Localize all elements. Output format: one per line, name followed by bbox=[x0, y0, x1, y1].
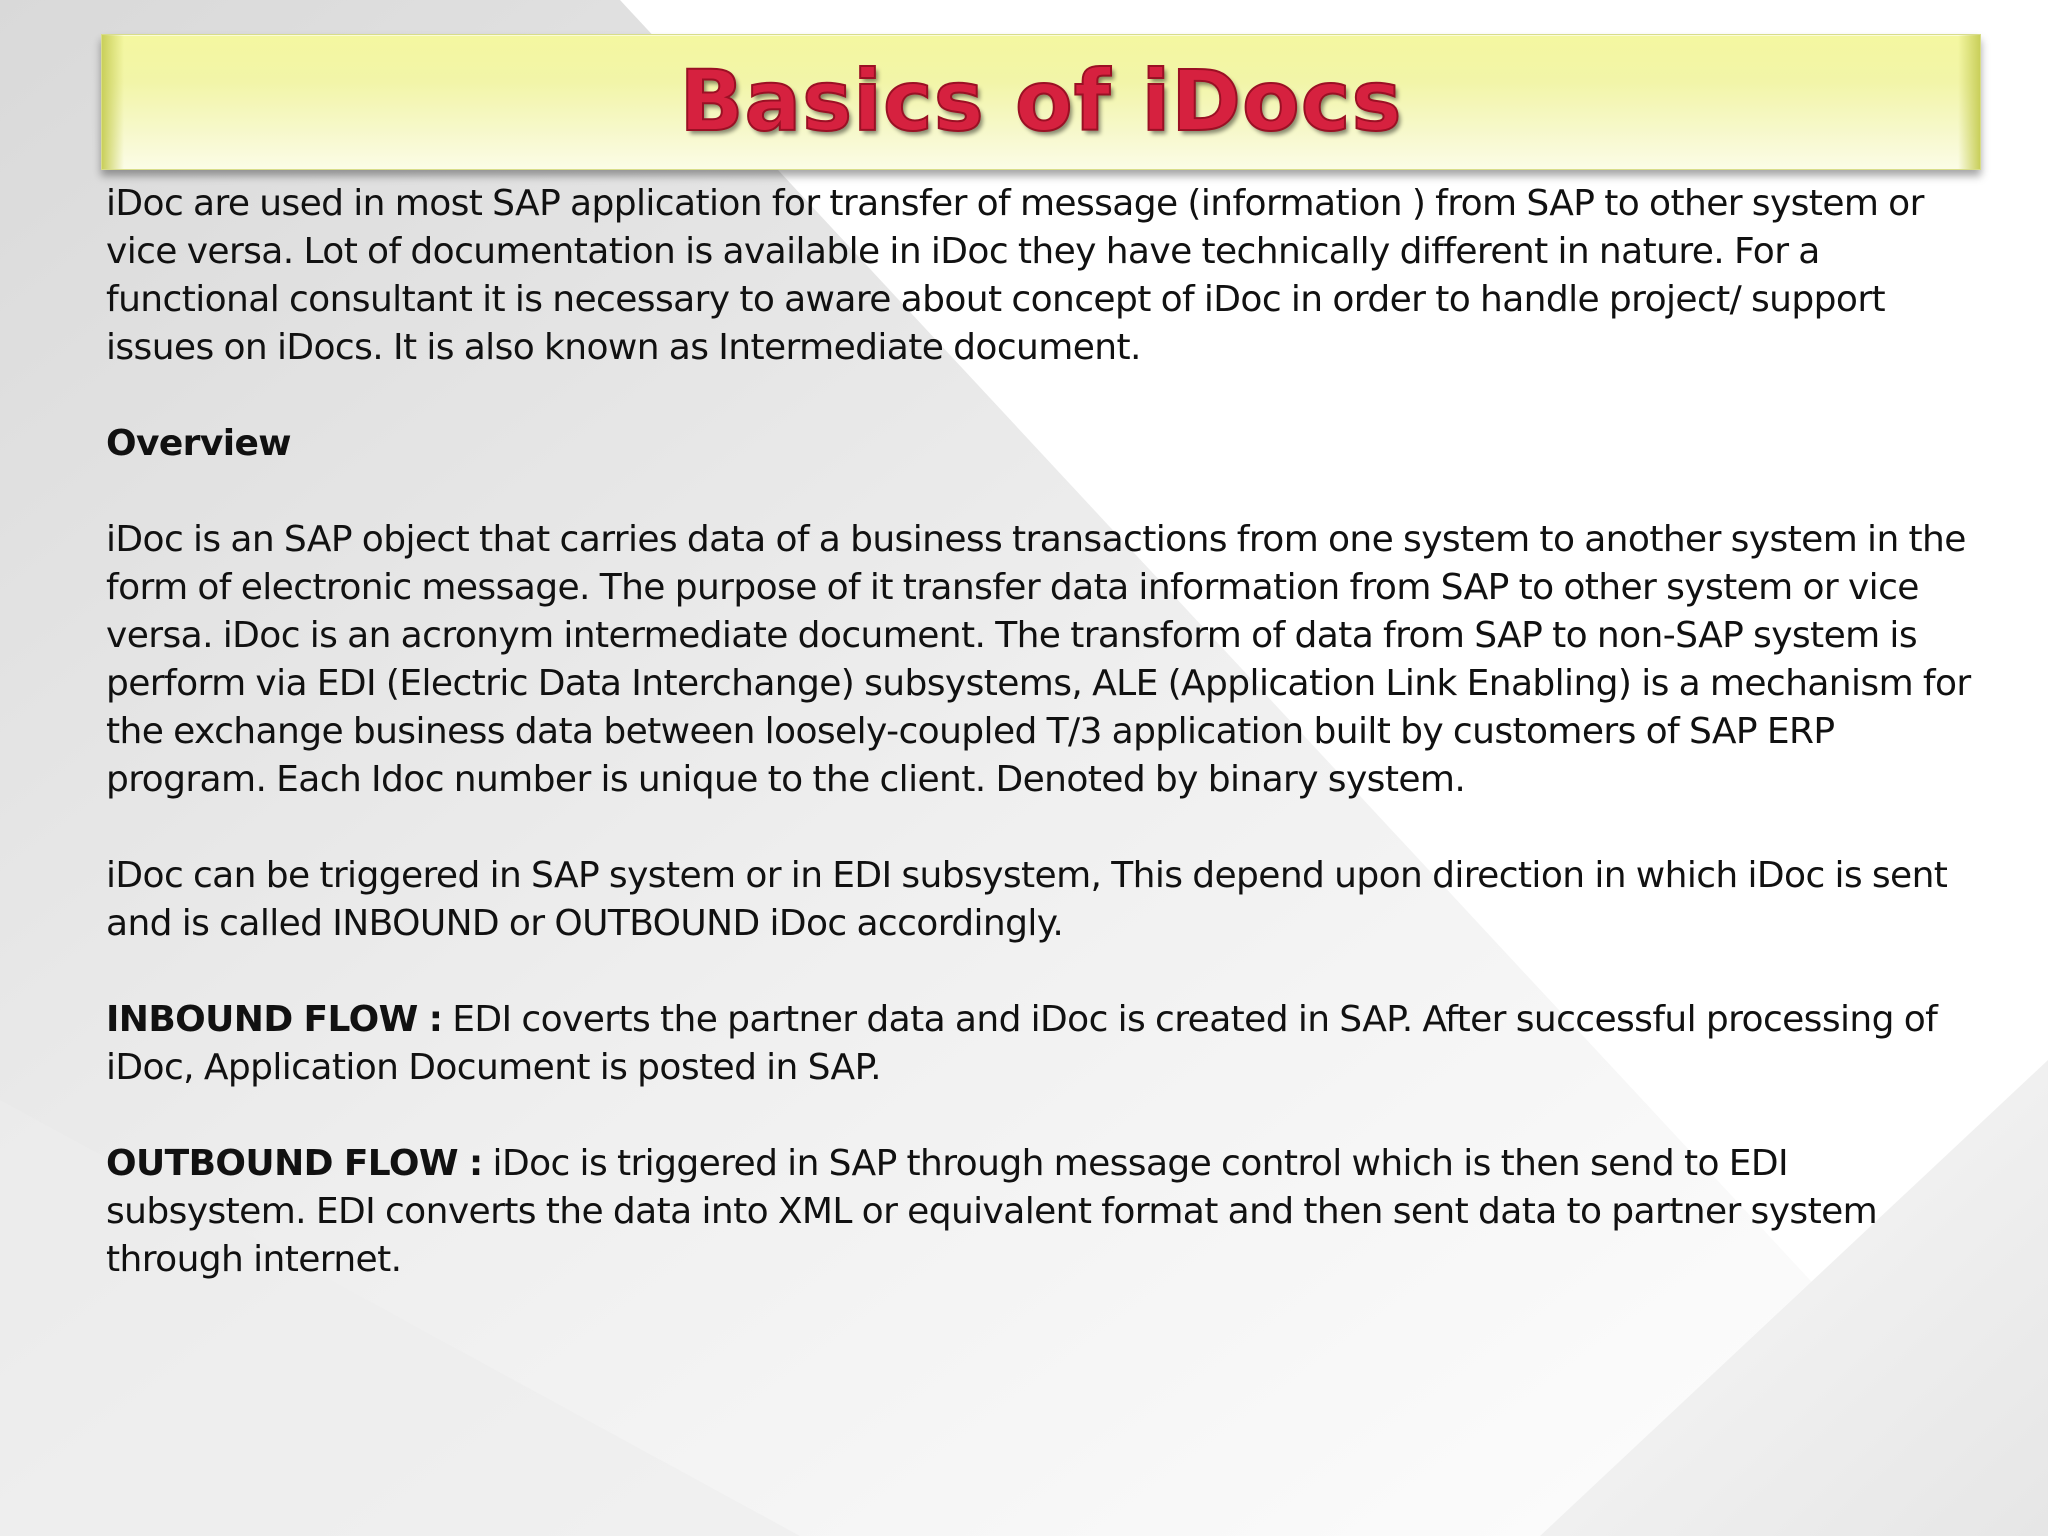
inbound-flow-text: EDI coverts the partner data and iDoc is created in SAP. After successful processing of iDoc, Application Document is posted in SAP. bbox=[106, 999, 1938, 1088]
title-banner bbox=[101, 34, 1981, 170]
trigger-paragraph: iDoc can be triggered in SAP system or in EDI subsystem, This depend upon direction in which iDoc is sent and is called INBOUND or OUTBOUND iDoc accordingly. bbox=[106, 855, 1948, 944]
outbound-flow-paragraph bbox=[106, 1140, 1986, 1284]
slide-content bbox=[106, 180, 1986, 1284]
spacer bbox=[106, 804, 1986, 852]
intro-paragraph: iDoc are used in most SAP application for transfer of message (information ) from SAP to other system or vice versa. Lot of documentation is available in iDoc they have technically different in nature. For a functional consultant it is necessary to aware about concept of iDoc in order to handle project/ support issues on iDocs. It is also known as Intermediate document. bbox=[106, 183, 1924, 368]
outbound-flow-label: OUTBOUND FLOW : bbox=[106, 1143, 483, 1184]
outbound-flow-text: iDoc is triggered in SAP through message control which is then send to EDI subsystem. EDI converts the data into XML or equivalent format and then sent data to partner system through internet. bbox=[106, 1143, 1878, 1280]
slide-title: Basics of iDocs bbox=[679, 52, 1403, 150]
overview-paragraph: iDoc is an SAP object that carries data of a business transactions from one system to another system in the form of electronic message. The purpose of it transfer data information from SAP to other system or vice versa. iDoc is an acronym intermediate document. The transform of data from SAP to non-SAP system is perform via EDI (Electric Data Interchange) subsystems, ALE (Application Link Enabling) is a mechanism for the exchange business data between loosely-coupled T/3 application built by customers of SAP ERP program. Each Idoc number is unique to the client. Denoted by binary system. bbox=[106, 519, 1971, 800]
spacer bbox=[106, 948, 1986, 996]
spacer bbox=[106, 468, 1986, 516]
spacer bbox=[106, 1092, 1986, 1140]
inbound-flow-paragraph bbox=[106, 996, 1986, 1092]
overview-heading: Overview bbox=[106, 423, 291, 464]
inbound-flow-label: INBOUND FLOW : bbox=[106, 999, 443, 1040]
spacer bbox=[106, 372, 1986, 420]
